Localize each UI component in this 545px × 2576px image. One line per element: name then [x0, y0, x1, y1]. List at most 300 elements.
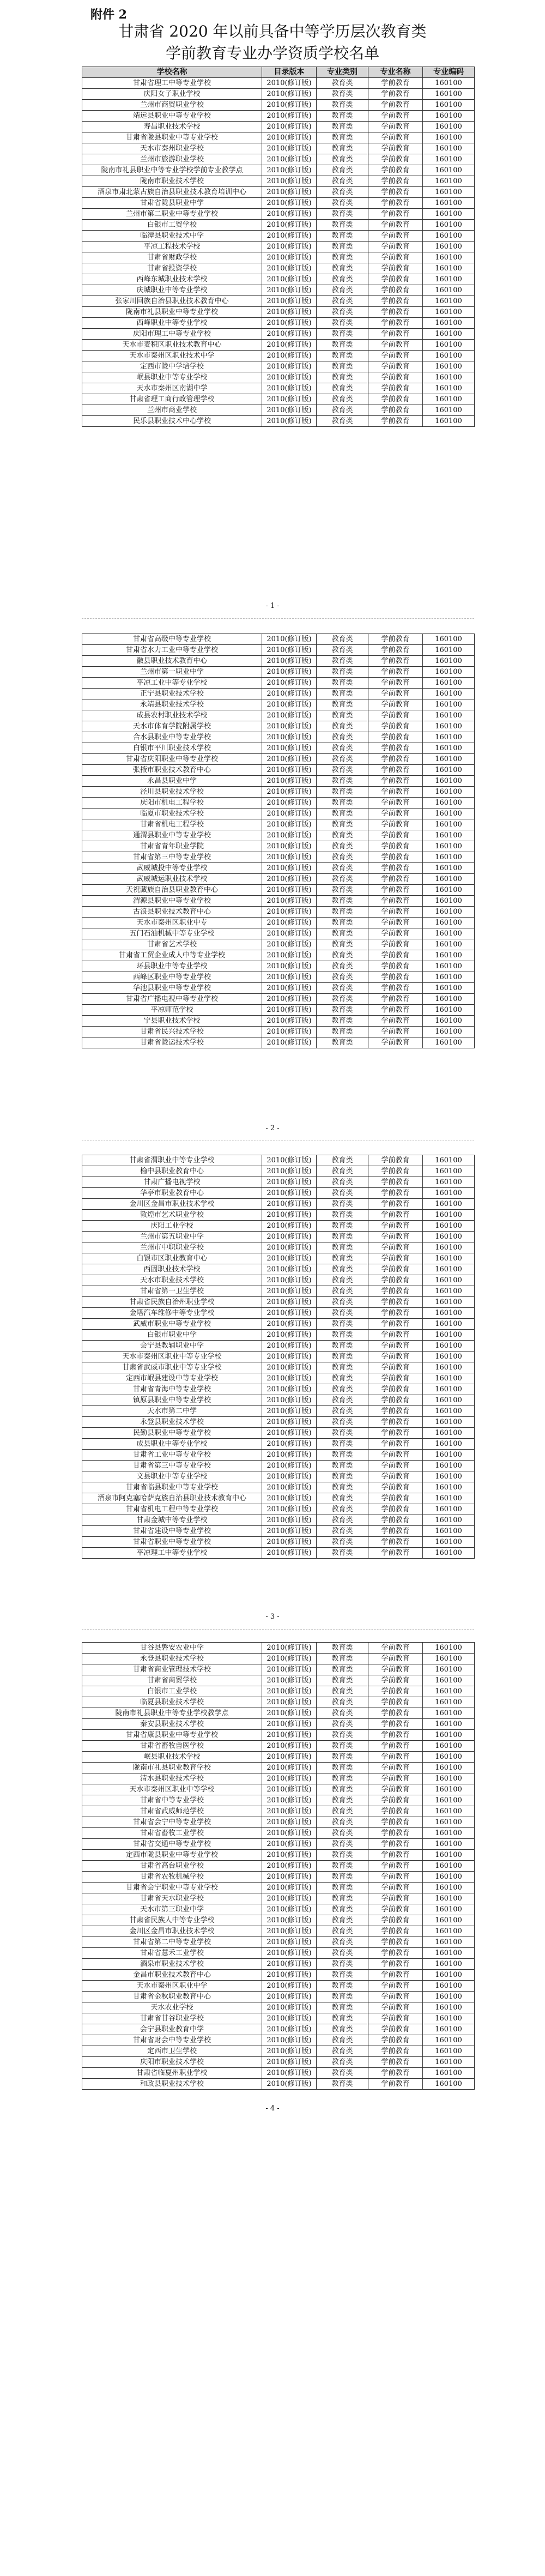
category-cell: 教育类: [317, 1741, 368, 1752]
school-name-cell: 甘肃省理工中等专业学校: [82, 78, 262, 89]
version-cell: 2010(修订版): [262, 1482, 317, 1493]
version-cell: 2010(修订版): [262, 1384, 317, 1395]
major-cell: 学前教育: [368, 2057, 423, 2068]
code-cell: 160100: [423, 1654, 475, 1664]
code-cell: 160100: [423, 1177, 475, 1188]
table-row: [82, 100, 475, 111]
version-cell: 2010(修订版): [262, 1515, 317, 1526]
table-row: [82, 1471, 475, 1482]
version-cell: 2010(修订版): [262, 1005, 317, 1016]
code-cell: 160100: [423, 361, 475, 372]
category-cell: 教育类: [317, 1330, 368, 1341]
school-name-cell: 甘肃省天水职业学校: [82, 1893, 262, 1904]
school-name-cell: 通渭县职业中等专业学校: [82, 830, 262, 841]
version-cell: 2010(修订版): [262, 1319, 317, 1330]
code-cell: 160100: [423, 1242, 475, 1253]
category-cell: 教育类: [317, 132, 368, 143]
major-cell: 学前教育: [368, 776, 423, 787]
version-cell: 2010(修订版): [262, 1037, 317, 1048]
major-cell: 学前教育: [368, 950, 423, 961]
category-cell: 教育类: [317, 1373, 368, 1384]
major-cell: 学前教育: [368, 1959, 423, 1970]
version-cell: 2010(修订版): [262, 1926, 317, 1937]
major-cell: 学前教育: [368, 307, 423, 318]
school-name-cell: 甘肃省陇县职业中学: [82, 198, 262, 209]
major-cell: 学前教育: [368, 841, 423, 852]
table-row: [82, 1784, 475, 1795]
version-cell: 2010(修订版): [262, 2013, 317, 2024]
code-cell: 160100: [423, 154, 475, 165]
major-cell: 学前教育: [368, 1155, 423, 1166]
table-row: [82, 885, 475, 896]
table-row: [82, 1763, 475, 1773]
school-name-cell: 平凉师范学校: [82, 1005, 262, 1016]
category-cell: 教育类: [317, 1253, 368, 1264]
category-cell: 教育类: [317, 372, 368, 383]
version-cell: 2010(修订版): [262, 1839, 317, 1850]
category-cell: 教育类: [317, 732, 368, 743]
school-name-cell: 白银市工贸学校: [82, 220, 262, 231]
category-cell: 教育类: [317, 111, 368, 122]
school-name-cell: 陇南市职业技术学校: [82, 176, 262, 187]
code-cell: 160100: [423, 416, 475, 427]
category-cell: 教育类: [317, 1839, 368, 1850]
category-cell: 教育类: [317, 231, 368, 242]
version-cell: 2010(修订版): [262, 787, 317, 798]
version-cell: 2010(修订版): [262, 1232, 317, 1242]
code-cell: 160100: [423, 89, 475, 100]
table-row: [82, 961, 475, 972]
school-name-cell: 白银市平川职业技术学校: [82, 743, 262, 754]
school-name-cell: 天祝藏族自治县职业教育中心: [82, 885, 262, 896]
major-cell: 学前教育: [368, 1471, 423, 1482]
category-cell: 教育类: [317, 907, 368, 918]
category-cell: 教育类: [317, 841, 368, 852]
major-cell: 学前教育: [368, 89, 423, 100]
version-cell: 2010(修订版): [262, 2024, 317, 2035]
school-name-cell: 甘肃省青海中等专业学校: [82, 1384, 262, 1395]
table-row: [82, 721, 475, 732]
school-name-cell: 兰州市第一职业中学: [82, 667, 262, 678]
major-cell: 学前教育: [368, 154, 423, 165]
code-cell: 160100: [423, 972, 475, 983]
code-cell: 160100: [423, 885, 475, 896]
category-cell: 教育类: [317, 1992, 368, 2002]
code-cell: 160100: [423, 1883, 475, 1893]
school-name-cell: 平凉工程技术学校: [82, 242, 262, 252]
version-cell: 2010(修订版): [262, 154, 317, 165]
category-cell: 教育类: [317, 1654, 368, 1664]
table-row: [82, 787, 475, 798]
table-row: [82, 2035, 475, 2046]
major-cell: 学前教育: [368, 699, 423, 710]
version-cell: 2010(修订版): [262, 1537, 317, 1548]
code-cell: 160100: [423, 340, 475, 351]
code-cell: 160100: [423, 1155, 475, 1166]
version-cell: 2010(修订版): [262, 721, 317, 732]
category-cell: 教育类: [317, 2068, 368, 2079]
school-name-cell: 天水市体育学院附属学校: [82, 721, 262, 732]
major-cell: 学前教育: [368, 1384, 423, 1395]
table-row: [82, 111, 475, 122]
major-cell: 学前教育: [368, 372, 423, 383]
school-name-cell: 定西市卫生学校: [82, 2046, 262, 2057]
code-cell: 160100: [423, 1959, 475, 1970]
code-cell: 160100: [423, 1417, 475, 1428]
category-cell: 教育类: [317, 1926, 368, 1937]
table-row: [82, 1439, 475, 1450]
code-cell: 160100: [423, 307, 475, 318]
major-cell: 学前教育: [368, 1264, 423, 1275]
table-row: [82, 1395, 475, 1406]
code-cell: 160100: [423, 1686, 475, 1697]
table-row: [82, 122, 475, 132]
category-cell: 教育类: [317, 1341, 368, 1352]
major-cell: 学前教育: [368, 830, 423, 841]
code-cell: 160100: [423, 2057, 475, 2068]
code-cell: 160100: [423, 1016, 475, 1027]
code-cell: 160100: [423, 176, 475, 187]
table-row: [82, 1297, 475, 1308]
version-cell: 2010(修订版): [262, 863, 317, 874]
major-cell: 学前教育: [368, 634, 423, 645]
code-cell: 160100: [423, 1188, 475, 1199]
table-row: [82, 1515, 475, 1526]
table-row: [82, 1981, 475, 1992]
code-cell: 160100: [423, 798, 475, 809]
school-name-cell: 敦煌市艺术职业学校: [82, 1210, 262, 1221]
version-cell: 2010(修订版): [262, 1948, 317, 1959]
code-cell: 160100: [423, 372, 475, 383]
category-cell: 教育类: [317, 983, 368, 994]
category-cell: 教育类: [317, 2035, 368, 2046]
table-row: [82, 1341, 475, 1352]
school-name-cell: 甘肃省第三中等专业学校: [82, 852, 262, 863]
version-cell: 2010(修订版): [262, 1828, 317, 1839]
code-cell: 160100: [423, 1537, 475, 1548]
code-cell: 160100: [423, 1439, 475, 1450]
code-cell: 160100: [423, 1752, 475, 1763]
code-cell: 160100: [423, 1199, 475, 1210]
school-name-cell: 甘肃省商贸学校: [82, 1675, 262, 1686]
version-cell: 2010(修订版): [262, 2035, 317, 2046]
code-cell: 160100: [423, 1904, 475, 1915]
major-cell: 学前教育: [368, 1872, 423, 1883]
table-row: [82, 983, 475, 994]
table-row: [82, 1697, 475, 1708]
school-name-cell: 天水市秦州区职业中等学校: [82, 1784, 262, 1795]
table-row: [82, 1708, 475, 1719]
table-row: [82, 1242, 475, 1253]
school-name-cell: 五门石油机械中等专业学校: [82, 928, 262, 939]
table-row: [82, 394, 475, 405]
major-cell: 学前教育: [368, 1166, 423, 1177]
code-cell: 160100: [423, 78, 475, 89]
version-cell: 2010(修订版): [262, 776, 317, 787]
table-row: [82, 383, 475, 394]
major-cell: 学前教育: [368, 1526, 423, 1537]
major-cell: 学前教育: [368, 1784, 423, 1795]
school-table: [82, 634, 475, 1048]
category-cell: 教育类: [317, 1352, 368, 1362]
table-row: [82, 1872, 475, 1883]
code-cell: 160100: [423, 143, 475, 154]
table-row: [82, 1861, 475, 1872]
table-row: [82, 154, 475, 165]
school-name-cell: 金昌市职业技术教育中心: [82, 1970, 262, 1981]
version-cell: 2010(修订版): [262, 1872, 317, 1883]
code-cell: 160100: [423, 634, 475, 645]
code-cell: 160100: [423, 721, 475, 732]
major-cell: 学前教育: [368, 885, 423, 896]
major-cell: 学前教育: [368, 1341, 423, 1352]
school-name-cell: 陇南市礼县职业中等专业学校学前专业教学点: [82, 165, 262, 176]
code-cell: 160100: [423, 961, 475, 972]
major-cell: 学前教育: [368, 318, 423, 329]
school-name-cell: 寿昌职业技术学校: [82, 122, 262, 132]
version-cell: 2010(修订版): [262, 1275, 317, 1286]
school-name-cell: 甘肃省慧禾工业学校: [82, 1948, 262, 1959]
table-row: [82, 1264, 475, 1275]
major-cell: 学前教育: [368, 2024, 423, 2035]
table-row: [82, 1926, 475, 1937]
major-cell: 学前教育: [368, 1948, 423, 1959]
major-cell: 学前教育: [368, 961, 423, 972]
version-cell: 2010(修订版): [262, 1471, 317, 1482]
major-cell: 学前教育: [368, 1828, 423, 1839]
code-cell: 160100: [423, 187, 475, 198]
school-name-cell: 甘肃省武威师范学校: [82, 1806, 262, 1817]
category-cell: 教育类: [317, 1384, 368, 1395]
school-name-cell: 甘肃省第二中等专业学校: [82, 1937, 262, 1948]
table-row: [82, 252, 475, 263]
major-cell: 学前教育: [368, 1461, 423, 1471]
table-row: [82, 2013, 475, 2024]
school-name-cell: 定西市陇县职业中等专业学校: [82, 1850, 262, 1861]
version-cell: 2010(修订版): [262, 699, 317, 710]
table-row: [82, 1730, 475, 1741]
major-cell: 学前教育: [368, 1839, 423, 1850]
major-cell: 学前教育: [368, 1741, 423, 1752]
table-row: [82, 1675, 475, 1686]
school-name-cell: 武威城投中等专业学校: [82, 863, 262, 874]
school-name-cell: 临夏市职业技术学校: [82, 809, 262, 819]
table-row: [82, 2002, 475, 2013]
major-cell: 学前教育: [368, 983, 423, 994]
version-cell: 2010(修订版): [262, 122, 317, 132]
code-cell: 160100: [423, 874, 475, 885]
major-cell: 学前教育: [368, 1439, 423, 1450]
school-name-cell: 甘肃省高级中等专业学校: [82, 634, 262, 645]
category-cell: 教育类: [317, 678, 368, 689]
table-row: [82, 918, 475, 928]
category-cell: 教育类: [317, 263, 368, 274]
school-name-cell: 天水市秦州区职业中学: [82, 1981, 262, 1992]
major-cell: 学前教育: [368, 1664, 423, 1675]
table-row: [82, 340, 475, 351]
school-name-cell: 永昌县职业中学: [82, 776, 262, 787]
category-cell: 教育类: [317, 1297, 368, 1308]
school-table-page-2: [82, 634, 474, 1048]
school-name-cell: 庆阳女子职业学校: [82, 89, 262, 100]
major-cell: 学前教育: [368, 689, 423, 699]
code-cell: 160100: [423, 132, 475, 143]
code-cell: 160100: [423, 1719, 475, 1730]
category-cell: 教育类: [317, 896, 368, 907]
major-cell: 学前教育: [368, 1719, 423, 1730]
category-cell: 教育类: [317, 1915, 368, 1926]
major-cell: 学前教育: [368, 1188, 423, 1199]
code-cell: 160100: [423, 1493, 475, 1504]
version-cell: 2010(修订版): [262, 307, 317, 318]
school-table: [82, 1155, 475, 1559]
school-name-cell: 甘肃省陇运技术学校: [82, 1037, 262, 1048]
category-cell: 教育类: [317, 950, 368, 961]
version-cell: 2010(修订版): [262, 841, 317, 852]
school-name-cell: 陇南市礼县职业教育学校: [82, 1763, 262, 1773]
code-cell: 160100: [423, 252, 475, 263]
category-cell: 教育类: [317, 274, 368, 285]
version-cell: 2010(修订版): [262, 1406, 317, 1417]
school-name-cell: 兰州市旅游职业学校: [82, 154, 262, 165]
school-name-cell: 清水县职业技术学校: [82, 1773, 262, 1784]
category-cell: 教育类: [317, 416, 368, 427]
table-row: [82, 1959, 475, 1970]
version-cell: 2010(修订版): [262, 1992, 317, 2002]
school-name-cell: 武威城运职业技术学校: [82, 874, 262, 885]
major-cell: 学前教育: [368, 242, 423, 252]
table-row: [82, 1948, 475, 1959]
version-cell: 2010(修订版): [262, 361, 317, 372]
code-cell: 160100: [423, 351, 475, 361]
version-cell: 2010(修订版): [262, 111, 317, 122]
major-cell: 学前教育: [368, 1893, 423, 1904]
code-cell: 160100: [423, 1428, 475, 1439]
major-cell: 学前教育: [368, 656, 423, 667]
version-cell: 2010(修订版): [262, 1308, 317, 1319]
version-cell: 2010(修订版): [262, 1981, 317, 1992]
version-cell: 2010(修订版): [262, 918, 317, 928]
category-cell: 教育类: [317, 1264, 368, 1275]
version-cell: 2010(修订版): [262, 732, 317, 743]
version-cell: 2010(修订版): [262, 1177, 317, 1188]
version-cell: 2010(修订版): [262, 1664, 317, 1675]
category-cell: 教育类: [317, 89, 368, 100]
major-cell: 学前教育: [368, 1482, 423, 1493]
table-row: [82, 1210, 475, 1221]
category-cell: 教育类: [317, 798, 368, 809]
category-cell: 教育类: [317, 939, 368, 950]
table-row: [82, 165, 475, 176]
code-cell: 160100: [423, 1937, 475, 1948]
table-row: [82, 1883, 475, 1893]
version-cell: 2010(修订版): [262, 1373, 317, 1384]
category-cell: 教育类: [317, 928, 368, 939]
code-cell: 160100: [423, 852, 475, 863]
version-cell: 2010(修订版): [262, 416, 317, 427]
school-name-cell: 华亭市职业教育中心: [82, 1188, 262, 1199]
table-row: [82, 1806, 475, 1817]
school-name-cell: 金塔汽车维修中等专业学校: [82, 1308, 262, 1319]
major-cell: 学前教育: [368, 132, 423, 143]
major-cell: 学前教育: [368, 1297, 423, 1308]
table-row: [82, 1915, 475, 1926]
school-name-cell: 甘肃金城中等专业学校: [82, 1515, 262, 1526]
major-cell: 学前教育: [368, 1406, 423, 1417]
category-cell: 教育类: [317, 405, 368, 416]
code-cell: 160100: [423, 165, 475, 176]
major-cell: 学前教育: [368, 852, 423, 863]
school-name-cell: 甘肃省艺术学校: [82, 939, 262, 950]
table-row: [82, 645, 475, 656]
version-cell: 2010(修订版): [262, 89, 317, 100]
version-cell: 2010(修订版): [262, 1493, 317, 1504]
table-row: [82, 1719, 475, 1730]
version-cell: 2010(修订版): [262, 1806, 317, 1817]
code-cell: 160100: [423, 1384, 475, 1395]
major-cell: 学前教育: [368, 743, 423, 754]
major-cell: 学前教育: [368, 231, 423, 242]
table-row: [82, 1482, 475, 1493]
version-cell: 2010(修订版): [262, 634, 317, 645]
version-cell: 2010(修订版): [262, 2068, 317, 2079]
code-cell: 160100: [423, 100, 475, 111]
code-cell: 160100: [423, 296, 475, 307]
table-row: [82, 1037, 475, 1048]
table-row: [82, 1992, 475, 2002]
major-cell: 学前教育: [368, 1016, 423, 1027]
code-cell: 160100: [423, 1741, 475, 1752]
code-cell: 160100: [423, 928, 475, 939]
school-name-cell: 甘肃省机电工程中等专业学校: [82, 1504, 262, 1515]
version-cell: 2010(修订版): [262, 285, 317, 296]
table-row: [82, 1005, 475, 1016]
school-name-cell: 甘肃省机电工程学校: [82, 819, 262, 830]
school-name-cell: 西固职业技术学校: [82, 1264, 262, 1275]
school-name-cell: 西峰东城职业技术学校: [82, 274, 262, 285]
major-cell: 学前教育: [368, 187, 423, 198]
page-number: - 1 -: [265, 602, 280, 610]
version-cell: 2010(修订版): [262, 689, 317, 699]
major-cell: 学前教育: [368, 1027, 423, 1037]
school-name-cell: 甘肃省畜牧工业学校: [82, 1828, 262, 1839]
category-cell: 教育类: [317, 1752, 368, 1763]
school-name-cell: 甘肃省民族自治州职业学校: [82, 1297, 262, 1308]
category-cell: 教育类: [317, 1362, 368, 1373]
category-cell: 教育类: [317, 994, 368, 1005]
school-name-cell: 临潭县职业技术中学: [82, 231, 262, 242]
code-cell: 160100: [423, 1504, 475, 1515]
category-cell: 教育类: [317, 1439, 368, 1450]
category-cell: 教育类: [317, 819, 368, 830]
school-name-cell: 白银市职业中学: [82, 1330, 262, 1341]
code-cell: 160100: [423, 841, 475, 852]
category-cell: 教育类: [317, 1515, 368, 1526]
code-cell: 160100: [423, 1515, 475, 1526]
code-cell: 160100: [423, 1839, 475, 1850]
code-cell: 160100: [423, 1330, 475, 1341]
table-row: [82, 1417, 475, 1428]
version-cell: 2010(修订版): [262, 1686, 317, 1697]
version-cell: 2010(修订版): [262, 819, 317, 830]
code-cell: 160100: [423, 1482, 475, 1493]
school-name-cell: 庆阳市理工中等专业学校: [82, 329, 262, 340]
category-cell: 教育类: [317, 2013, 368, 2024]
school-name-cell: 酒泉市肃北蒙古族自治县职业技术教育培训中心: [82, 187, 262, 198]
version-cell: 2010(修订版): [262, 2002, 317, 2013]
category-cell: 教育类: [317, 689, 368, 699]
school-name-cell: 甘肃省会宁职业中等专业学校: [82, 1883, 262, 1893]
